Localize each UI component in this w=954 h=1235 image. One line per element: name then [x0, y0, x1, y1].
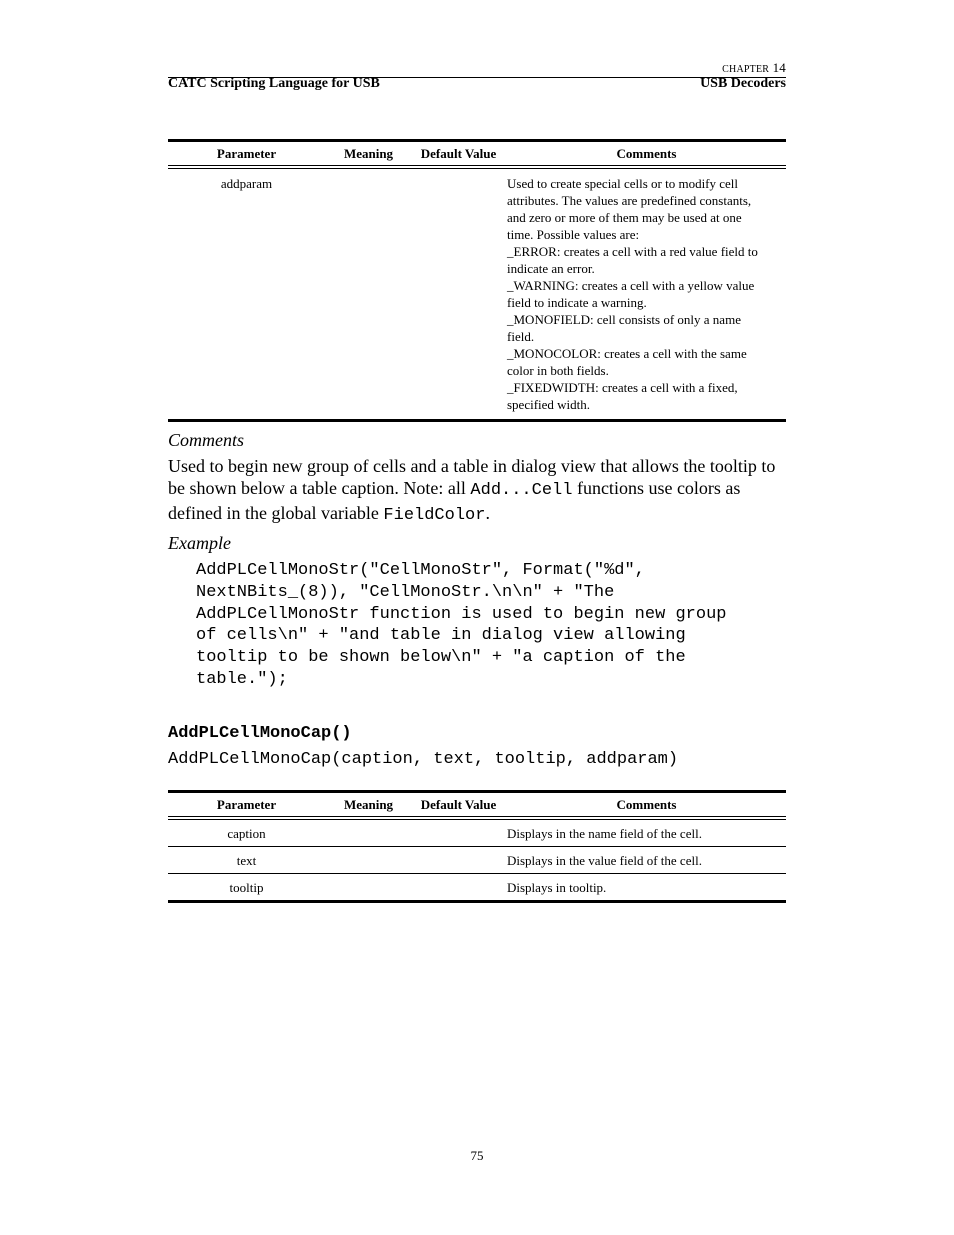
- comment-line: _MONOCOLOR: creates a cell with the same: [507, 346, 747, 361]
- comments-text-part: functions use colors as defined in the global variable: [168, 478, 741, 523]
- comments-text-part: Used to begin new group of cells and a table in dialog view that allows the tooltip to be shown below a table caption. Note: all: [168, 456, 776, 498]
- col-header-meaning: Meaning: [325, 141, 412, 168]
- cell-default-value: [412, 847, 505, 874]
- comment-line: color in both fields.: [507, 363, 609, 378]
- function-heading: AddPLCellMonoCap(): [168, 724, 352, 743]
- parameter-table-addparam: [168, 139, 786, 422]
- cell-parameter: text: [168, 847, 325, 874]
- cell-default-value: [412, 167, 505, 421]
- col-header-default-value: Default Value: [412, 141, 505, 168]
- comment-line: Used to create special cells or to modify cell: [507, 176, 739, 191]
- col-header-parameter: Parameter: [168, 792, 325, 819]
- example-heading: Example: [168, 533, 231, 553]
- cell-comments: Displays in tooltip.: [505, 874, 786, 902]
- table-row: [168, 167, 786, 421]
- document-title: CATC Scripting Language for USB: [168, 76, 380, 91]
- comment-line: indicate an error.: [507, 261, 595, 276]
- table-row: [168, 874, 786, 902]
- comment-line: specified width.: [507, 397, 591, 412]
- comments-heading: Comments: [168, 430, 244, 450]
- table-header-row: [168, 792, 786, 819]
- cell-default-value: [412, 818, 505, 847]
- comment-line: _WARNING: creates a cell with a yellow value: [507, 278, 755, 293]
- comments-paragraph: [168, 455, 786, 527]
- cell-meaning: [325, 167, 412, 421]
- cell-default-value: [412, 874, 505, 902]
- table-row: [168, 818, 786, 847]
- chapter-number: 14: [772, 60, 786, 75]
- col-header-parameter: Parameter: [168, 141, 325, 168]
- cell-meaning: [325, 874, 412, 902]
- col-header-comments: Comments: [505, 792, 786, 819]
- comment-line: field.: [507, 329, 535, 344]
- header-rule: [168, 77, 786, 78]
- cell-comments: [505, 167, 786, 421]
- cell-meaning: [325, 818, 412, 847]
- section-title: USB Decoders: [700, 76, 786, 91]
- comment-line: attributes. The values are predefined constants,: [507, 193, 752, 208]
- cell-comments: Displays in the value field of the cell.: [505, 847, 786, 874]
- inline-code: FieldColor: [383, 506, 486, 525]
- cell-parameter: addparam: [168, 167, 325, 421]
- example-code-block: AddPLCellMonoStr("CellMonoStr", Format("%d", NextNBits_(8)), "CellMonoStr.\n\n" + "The AddPLCellMonoStr function is used to begin new group of cells\n" + "and table in dialog view allowing tooltip to be shown below\n" + "a caption of the table.");: [196, 561, 727, 689]
- table-row: [168, 847, 786, 874]
- comment-line: _FIXEDWIDTH: creates a cell with a fixed,: [507, 380, 738, 395]
- chapter-word: CHAPTER: [722, 64, 770, 75]
- table-header-row: [168, 141, 786, 168]
- comment-line: _MONOFIELD: cell consists of only a name: [507, 312, 741, 327]
- col-header-default-value: Default Value: [412, 792, 505, 819]
- page-number: 75: [470, 1148, 484, 1163]
- comments-text-part: .: [485, 503, 490, 523]
- comment-line: field to indicate a warning.: [507, 295, 647, 310]
- comment-line: time. Possible values are:: [507, 227, 640, 242]
- chapter-label: [722, 60, 786, 76]
- comment-line: and zero or more of them may be used at one: [507, 210, 742, 225]
- cell-parameter: caption: [168, 818, 325, 847]
- cell-comments: Displays in the name field of the cell.: [505, 818, 786, 847]
- col-header-meaning: Meaning: [325, 792, 412, 819]
- cell-meaning: [325, 847, 412, 874]
- function-signature: AddPLCellMonoCap(caption, text, tooltip, addparam): [168, 750, 679, 769]
- comment-line: _ERROR: creates a cell with a red value field to: [507, 244, 758, 259]
- inline-code: Add...Cell: [470, 481, 573, 500]
- cell-parameter: tooltip: [168, 874, 325, 902]
- parameter-table-monocap: [168, 790, 786, 903]
- col-header-comments: Comments: [505, 141, 786, 168]
